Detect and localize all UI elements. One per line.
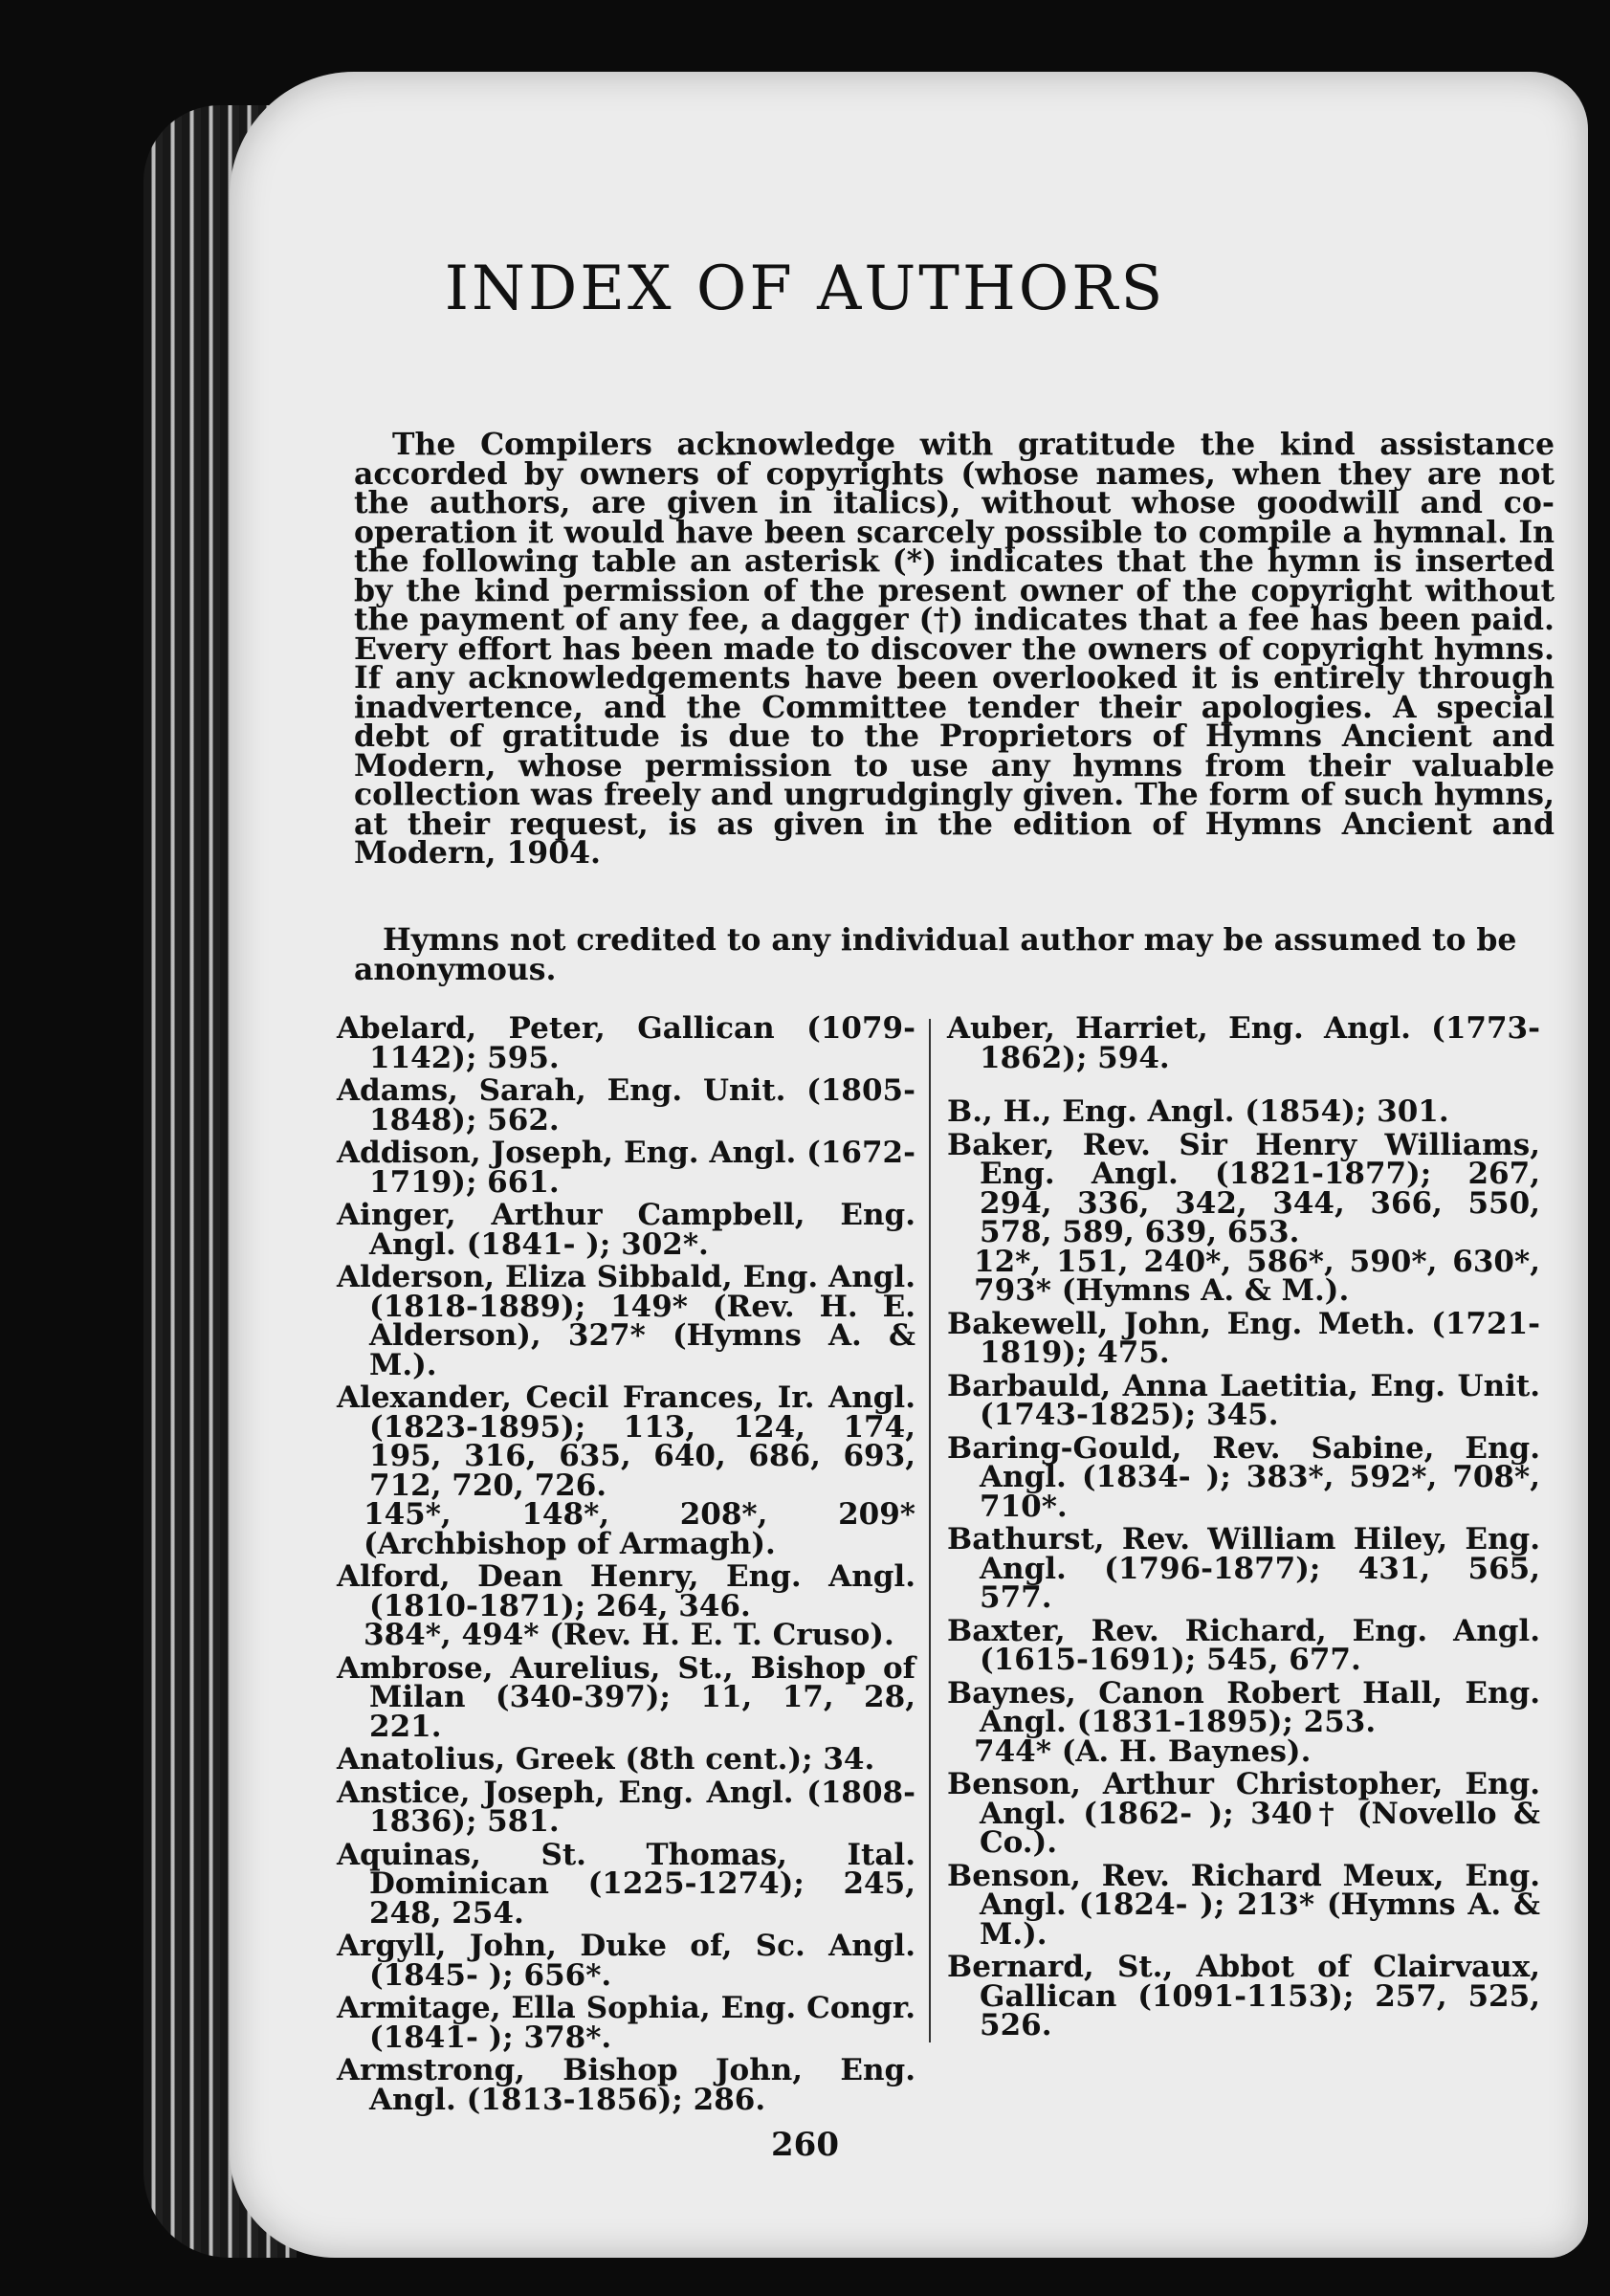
index-entry [947,1368,1540,1432]
index-entry [337,1260,915,1382]
index-entry [947,1950,1540,2042]
anonymous-note: Hymns not credited to any individual author may be assumed to be anonymous. [354,922,1517,987]
index-entry-text: Anstice, Joseph, Eng. Angl. (1808-1836); 581. [337,1775,915,1839]
index-entry-text: Auber, Harriet, Eng. Angl. (1773-1862); 594. [947,1011,1540,1075]
index-entry-text: Ambrose, Aurelius, St., Bishop of Milan (340-397); 11, 17, 28, 221. [337,1650,915,1744]
index-entry-subline: 12*, 151, 240*, 586*, 590*, 630*, 793* (Hymns A. & M.). [974,1244,1540,1308]
index-entry [337,2053,915,2117]
index-entry [947,1675,1540,1769]
index-entry [947,1127,1540,1308]
index-entry-text: Armitage, Ella Sophia, Eng. Congr. (1841- ); 378*. [337,1991,915,2055]
index-entry [947,1767,1540,1860]
index-entry-text: Alexander, Cecil Frances, Ir. Angl. (1823-1895); 113, 124, 174, 195, 316, 635, 640, 686, 693, 712, 720, 726. [337,1380,915,1503]
index-entry-text: Benson, Arthur Christopher, Eng. Angl. (1862- ); 340† (Novello & Co.). [947,1767,1540,1860]
index-entry [337,1775,915,1839]
index-entry-text: Alford, Dean Henry, Eng. Angl. (1810-1871); 264, 346. [337,1559,915,1623]
index-entry-text: Ainger, Arthur Campbell, Eng. Angl. (1841- ); 302*. [337,1198,915,1262]
index-entry-text: Adams, Sarah, Eng. Unit. (1805-1848); 562. [337,1073,915,1137]
index-entry-subline: 744* (A. H. Baynes). [974,1733,1312,1769]
index-entry-text: Bathurst, Rev. William Hiley, Eng. Angl. (1796-1877); 431, 565, 577. [947,1522,1540,1615]
index-entry [337,1650,915,1744]
index-entry-text: Baxter, Rev. Richard, Eng. Angl. (1615-1691); 545, 677. [947,1613,1540,1677]
intro-paragraph: The Compilers acknowledge with gratitude the kind assistance accorded by owners of copyrights (whose names, when they are not the authors, are given in italics), without whose goodwill and co-operation it would have been scarcely possible to compile a hymnal. In the following table an asterisk (*) indicates that the hymn is inserted by the kind permission of the present owner of the copyright without the payment of any fee, a dagger (†) indicates that a fee has been paid. Every effort has been made to discover the owners of copyright hymns. If any acknowledgements have been overlooked it is entirely through inadvertence, and the Committee tender their apologies. A special debt of gratitude is due to the Proprietors of Hymns Ancient and Modern, whose permission to use any hymns from their valuable collection was freely and ungrudgingly given. The form of such hymns, at their request, is as given in the edition of Hymns Ancient and Modern, 1904. [354,427,1555,871]
index-entry-text: Baring-Gould, Rev. Sabine, Eng. Angl. (1834- ); 383*, 592*, 708*, 710*. [947,1430,1540,1524]
index-entry-subline: 145*, 148*, 208*, 209* (Archbishop of Armagh). [364,1497,915,1561]
index-entry-text: Addison, Joseph, Eng. Angl. (1672-1719); 661. [337,1136,915,1200]
index-entry [337,1742,915,1777]
index-entry-text: Aquinas, St. Thomas, Ital. Dominican (1225-1274); 245, 248, 254. [337,1837,915,1931]
index-entry-text: Benson, Rev. Richard Meux, Eng. Angl. (1824- ); 213* (Hymns A. & M.). [947,1858,1540,1952]
page-title: INDEX OF AUTHORS [444,254,1166,324]
index-entry [947,1430,1540,1524]
index-entry [337,1011,915,1075]
index-entry [337,1380,915,1561]
index-entry-text: Baynes, Canon Robert Hall, Eng. Angl. (1831-1895); 253. [947,1675,1540,1739]
index-entry-text: Bernard, St., Abbot of Clairvaux, Gallican (1091-1153); 257, 525, 526. [947,1950,1540,2042]
index-entry [947,1522,1540,1615]
column-divider [929,1019,931,2042]
index-entry [337,1991,915,2055]
index-entry-text: Alderson, Eliza Sibbald, Eng. Angl. (1818-1889); 149* (Rev. H. E. Alderson), 327* (Hymns A. & M.). [337,1260,915,1382]
index-entry-text: B., H., Eng. Angl. (1854); 301. [947,1094,1449,1129]
index-entry-text: Anatolius, Greek (8th cent.); 34. [337,1742,875,1777]
index-entry [947,1011,1540,1075]
index-entry-text: Armstrong, Bishop John, Eng. Angl. (1813-1856); 286. [337,2053,915,2117]
index-entry [947,1858,1540,1952]
left-column [337,1011,915,2118]
index-entry [337,1136,915,1200]
right-column [947,1011,1540,2044]
index-entry [337,1559,915,1652]
index-entry [947,1306,1540,1370]
index-entry [947,1613,1540,1677]
index-entry [337,1929,915,1993]
index-entry-text: Argyll, John, Duke of, Sc. Angl. (1845- ); 656*. [337,1929,915,1993]
index-entry-subline: 384*, 494* (Rev. H. E. T. Cruso). [364,1618,894,1652]
index-entry [947,1094,1540,1129]
index-entry-text: Barbauld, Anna Laetitia, Eng. Unit. (1743-1825); 345. [947,1368,1540,1432]
index-entry-text: Bakewell, John, Eng. Meth. (1721-1819); 475. [947,1306,1540,1370]
index-entry [337,1073,915,1137]
index-entry [337,1837,915,1931]
index-entry-text: Abelard, Peter, Gallican (1079-1142); 595. [337,1011,915,1075]
index-entry-text: Baker, Rev. Sir Henry Williams, Eng. Angl. (1821-1877); 267, 294, 336, 342, 344, 366, 550, 578, 589, 639, 653. [947,1127,1540,1249]
index-entry [337,1198,915,1262]
page-number: 260 [771,2126,839,2164]
